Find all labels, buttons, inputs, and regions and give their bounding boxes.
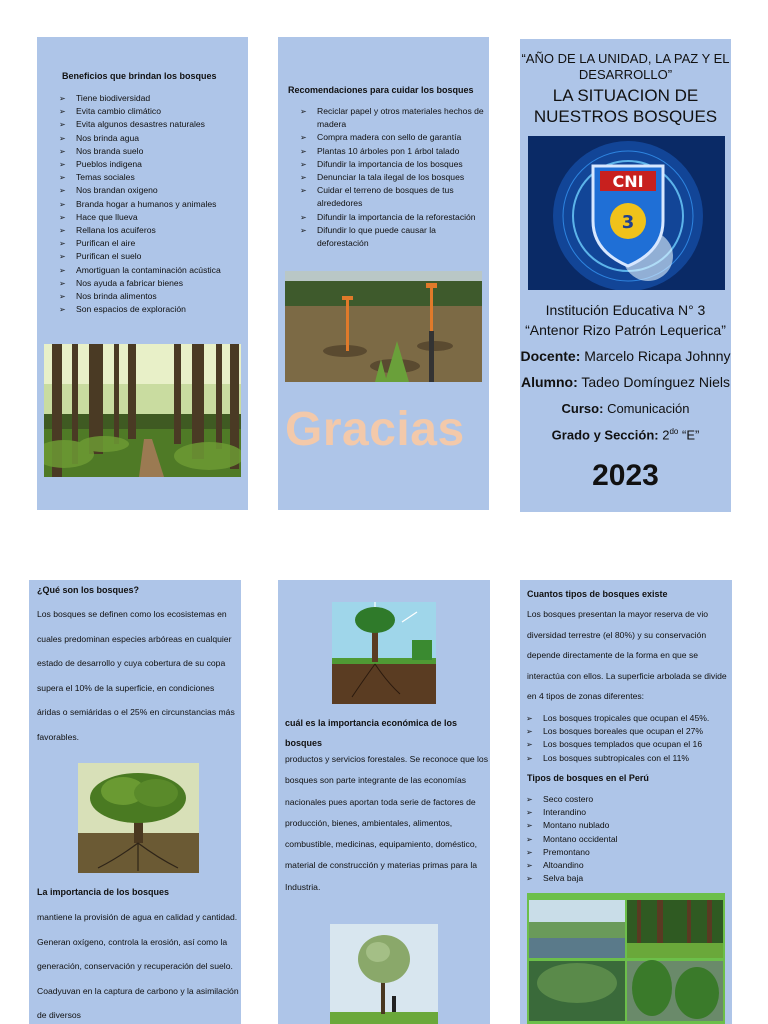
peru-forest-type-item: ➢ Seco costero: [526, 793, 726, 806]
recommendation-item: ➢ Plantas 10 árboles pon 1 árbol talado: [300, 145, 486, 158]
peru-forest-type-item: ➢ Montano nublado: [526, 819, 726, 832]
benefit-item: ➢ Pueblos indigena: [59, 158, 244, 171]
forest-types-collage: [527, 893, 725, 1024]
panel-title: Cuantos tipos de bosques existe: [527, 589, 668, 599]
panel-tipos: [520, 580, 732, 1024]
school-logo-image: [528, 136, 725, 290]
panel-title: Recomendaciones para cuidar los bosques: [288, 85, 474, 95]
course-line: Curso: Comunicación: [561, 401, 690, 416]
peru-forest-type-item: ➢ Montano occidental: [526, 833, 726, 846]
panel-cover: [520, 39, 731, 512]
peru-types-list: [526, 793, 726, 885]
peru-forest-type-item: ➢ Selva baja: [526, 872, 726, 885]
recommendation-item: ➢ Compra madera con sello de garantía: [300, 131, 486, 144]
forest-path-photo: [44, 344, 241, 477]
reforestation-photo: [285, 271, 482, 382]
benefit-item: ➢ Amortiguan la contaminación acústica: [59, 264, 244, 277]
benefit-item: ➢ Evita cambio climático: [59, 105, 244, 118]
peru-forest-type-item: ➢ Interandino: [526, 806, 726, 819]
economic-title: cuál es la importancia económica de los bosques: [285, 718, 458, 748]
benefit-item: ➢ Son espacios de exploración: [59, 303, 244, 316]
forest-zones-list: [526, 712, 730, 765]
recommendation-item: ➢ Difundir lo que puede causar la deforestación: [300, 224, 486, 250]
types-text: Los bosques presentan la mayor reserva de vio diversidad terrestre (el 80%) y su conservación depende directamente de la forma en que se interactúa con ellos. La superficie arbolada se divide en 4 tipos de zonas diferentes:: [527, 609, 727, 701]
peru-forest-type-item: ➢ Altoandino: [526, 859, 726, 872]
economic-text: productos y servicios forestales. Se reconoce que los bosques son parte integrante de las economías nacionales pues aportan toda serie de factores de producción, bienes, ambientales, alimentos, combustible, medicinas, equipamiento, doméstico, material de construcción y materias primas para la Industria.: [285, 754, 489, 892]
benefit-item: ➢ Hace que llueva: [59, 211, 244, 224]
benefit-item: ➢ Purifican el suelo: [59, 250, 244, 263]
school-name: “Antenor Rizo Patrón Lequerica”: [525, 322, 726, 338]
cover-title: LA SITUACION DE NUESTROS BOSQUES: [533, 86, 718, 126]
year: 2023: [592, 459, 659, 492]
benefit-item: ➢ Temas sociales: [59, 171, 244, 184]
peru-forest-type-item: ➢ Premontano: [526, 846, 726, 859]
forest-zone-item: ➢ Los bosques subtropicales con el 11%: [526, 752, 730, 765]
forest-zone-item: ➢ Los bosques templados que ocupan el 16: [526, 738, 730, 751]
recommendations-list: [300, 105, 486, 250]
recommendation-item: ➢ Denunciar la tala ilegal de los bosques: [300, 171, 486, 184]
benefits-list: [59, 92, 244, 316]
definition-text: Los bosques se definen como los ecosistemas en cuales predominan especies arbóreas en cualquier estado de desarrollo y cuya cobertura de su copa supera el 10% de la superficie, en condiciones áridas o semiáridas o el 25% en circunstancias más favorables.: [37, 609, 235, 742]
importance-text: mantiene la provisión de agua en calidad y cantidad. Generan oxígeno, controla la erosión, así como la generación, conservación y recuperación del suelo. Coadyuvan en la captura de carbono y la asimilación de diversos: [37, 912, 239, 1020]
student-line: Alumno: Tadeo Domínguez Niels: [520, 374, 731, 390]
logo-text: CNI: [612, 172, 644, 191]
recommendation-item: ➢ Difundir la importancia de los bosques: [300, 158, 486, 171]
benefit-item: ➢ Rellana los acuiferos: [59, 224, 244, 237]
recommendation-item: ➢ Reciclar papel y otros materiales hechos de madera: [300, 105, 486, 131]
panel-title: Beneficios que brindan los bosques: [62, 71, 217, 81]
grade-line: Grado y Sección: $2^{do}$ “E”: [551, 427, 700, 443]
tree-photo: [78, 763, 199, 873]
recommendation-item: ➢ Cuidar el terreno de bosques de tus alrededores: [300, 184, 486, 210]
benefit-item: ➢ Nos brinda alimentos: [59, 290, 244, 303]
tree-infographic: [332, 602, 436, 704]
teacher-line: Docente: Marcelo Ricapa Johnny: [520, 348, 731, 364]
benefit-item: ➢ Nos branda suelo: [59, 145, 244, 158]
benefit-item: ➢ Evita algunos desastres naturales: [59, 118, 244, 131]
panel-importancia-economica: [278, 580, 490, 1024]
institution: Institución Educativa N° 3: [545, 302, 706, 318]
benefit-item: ➢ Nos ayuda a fabricar bienes: [59, 277, 244, 290]
logo-number: 3: [621, 212, 635, 233]
benefit-item: ➢ Branda hogar a humanos y animales: [59, 198, 244, 211]
benefit-item: ➢ Purifican el aire: [59, 237, 244, 250]
panel-title: ¿Qué son los bosques?: [37, 585, 140, 595]
benefit-item: ➢ Tiene biodiversidad: [59, 92, 244, 105]
importance-title: La importancia de los bosques: [37, 887, 170, 897]
year-motto: “AÑO DE LA UNIDAD, LA PAZ Y EL DESARROLLO”: [521, 51, 730, 82]
money-tree-photo: [330, 924, 438, 1024]
panel-que-son: [29, 580, 241, 1024]
benefit-item: ➢ Nos brinda agua: [59, 132, 244, 145]
recommendation-item: ➢ Difundir la importancia de la reforestación: [300, 211, 486, 224]
forest-zone-item: ➢ Los bosques tropicales que ocupan el 45%.: [526, 712, 730, 725]
benefit-item: ➢ Nos brandan oxigeno: [59, 184, 244, 197]
forest-zone-item: ➢ Los bosques boreales que ocupan el 27%: [526, 725, 730, 738]
panel-beneficios: [37, 37, 248, 510]
peru-types-title: Tipos de bosques en el Perú: [527, 773, 649, 783]
thanks-text: Gracias: [285, 403, 465, 456]
